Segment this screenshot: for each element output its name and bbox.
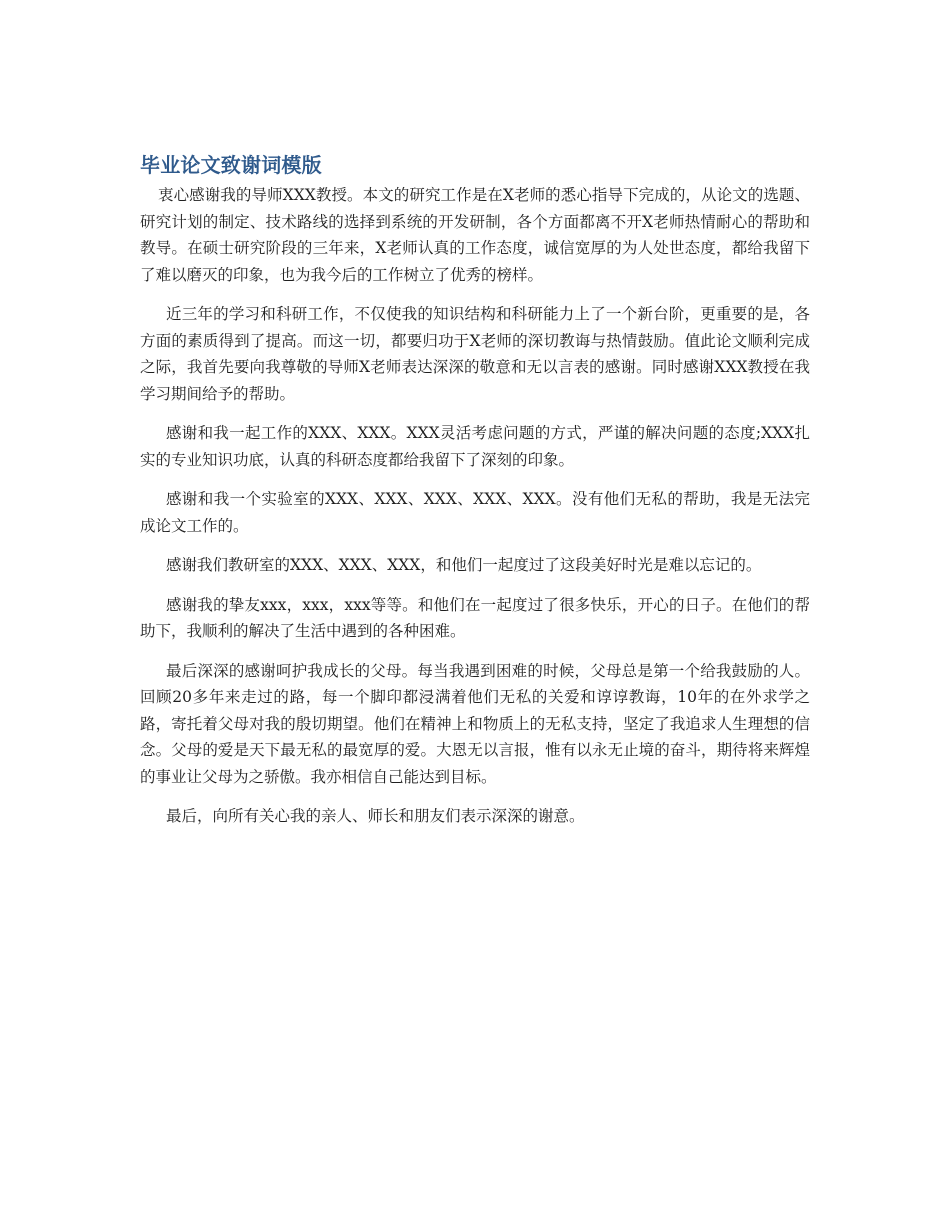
paragraph-friend-thanks: 感谢我的挚友xxx，xxx，xxx等等。和他们在一起度过了很多快乐，开心的日子。在他们的帮助下，我顺利的解决了生活中遇到的各种困难。 [140,595,810,640]
paragraph-closing: 最后，向所有关心我的亲人、师长和朋友们表示深深的谢意。 [166,807,585,825]
paragraph-study-progress: 近三年的学习和科研工作，不仅使我的知识结构和科研能力上了一个新台阶，更重要的是，各方面的素质得到了提高。而这一切，都要归功于X老师的深切教诲与热情鼓励。值此论文顺利完成之际，我首先要向我尊敬的导师X老师表达深深的敬意和无以言表的感谢。同时感谢XXX教授在我学习期间给予的帮助。 [140,305,810,403]
paragraph-office-thanks: 感谢我们教研室的XXX、XXX、XXX，和他们一起度过了这段美好时光是难以忘记的。 [166,556,762,574]
paragraph-colleague-thanks: 感谢和我一起工作的XXX、XXX。XXX灵活考虑问题的方式，严谨的解决问题的态度;XXX扎实的专业知识功底，认真的科研态度都给我留下了深刻的印象。 [140,424,810,469]
paragraph-lab-thanks: 感谢和我一个实验室的XXX、XXX、XXX、XXX、XXX。没有他们无私的帮助，我是无法完成论文工作的。 [140,490,810,535]
document-title: 毕业论文致谢词模版 [140,153,322,177]
paragraph-advisor-thanks: 衷心感谢我的导师XXX教授。本文的研究工作是在X老师的悉心指导下完成的，从论文的选题、研究计划的制定、技术路线的选择到系统的开发研制，各个方面都离不开X老师热情耐心的帮助和教导。在硕士研究阶段的三年来，X老师认真的工作态度，诚信宽厚的为人处世态度，都给我留下了难以磨灭的印象，也为我今后的工作树立了优秀的榜样。 [140,186,810,284]
document-body [140,150,810,843]
paragraph-parent-thanks: 最后深深的感谢呵护我成长的父母。每当我遇到困难的时候，父母总是第一个给我鼓励的人。回顾20多年来走过的路，每一个脚印都浸满着他们无私的关爱和谆谆教诲，10年的在外求学之路，寄托着父母对我的殷切期望。他们在精神上和物质上的无私支持，坚定了我追求人生理想的信念。父母的爱是天下最无私的最宽厚的爱。大恩无以言报，惟有以永无止境的奋斗，期待将来辉煌的事业让父母为之骄傲。我亦相信自己能达到目标。 [140,661,810,786]
